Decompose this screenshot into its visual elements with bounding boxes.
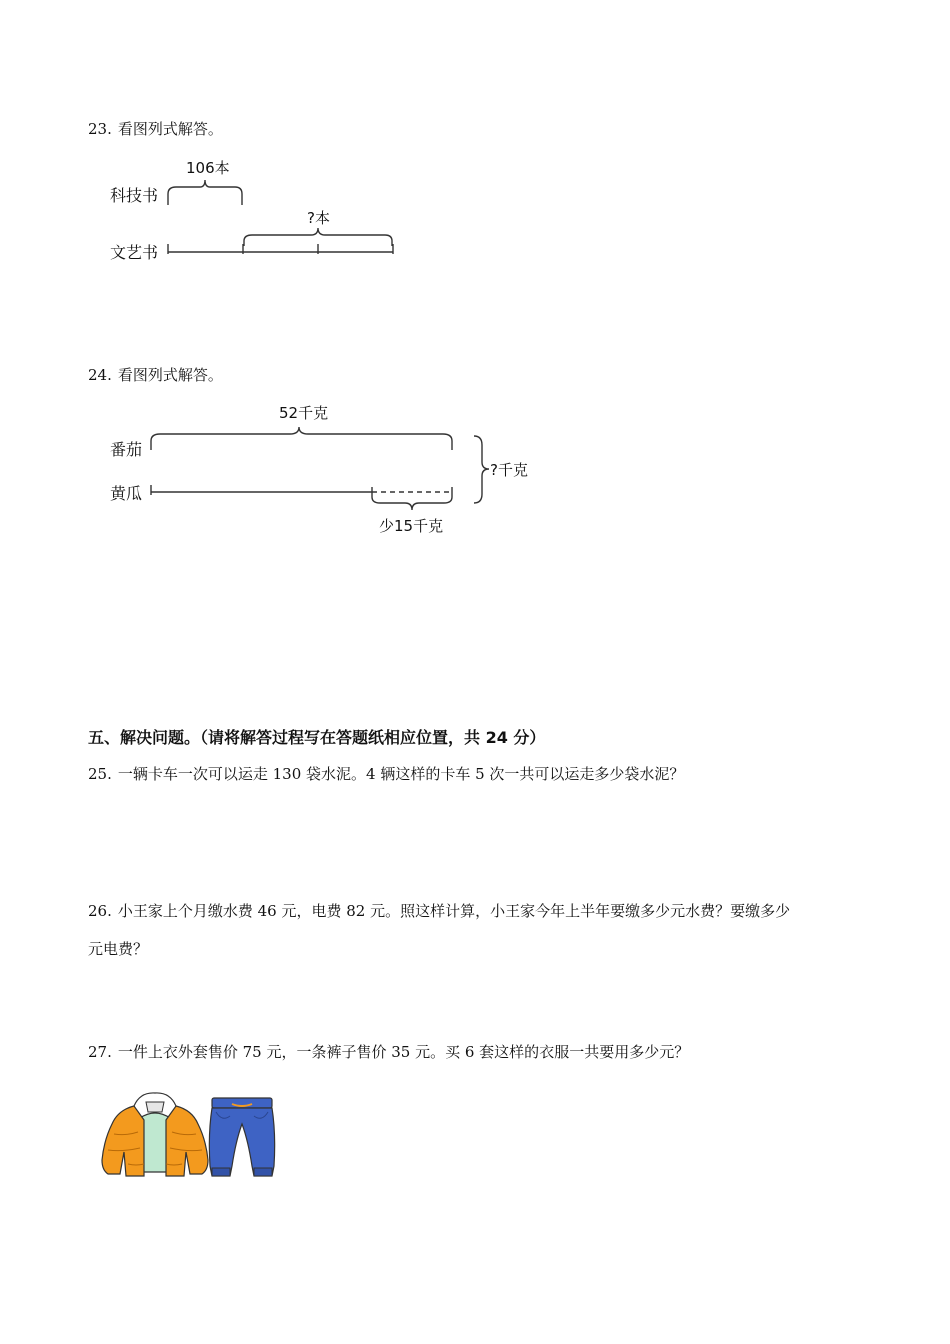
question-number: 27. [88, 1043, 112, 1061]
question-26-line2: 元电费？ [88, 940, 149, 958]
q24-lines [0, 0, 950, 560]
section-5-title: 五、解决问题。（请将解答过程写在答题纸相应位置，共 24 分） [88, 728, 546, 747]
jacket-icon [100, 1090, 210, 1180]
q23-row2-value: ?本 [307, 209, 330, 227]
question-number: 25. [88, 765, 112, 783]
q23-row1-value: 106本 [186, 159, 230, 177]
question-text: 一辆卡车一次可以运走 130 袋水泥。4 辆这样的卡车 5 次一共可以运走多少袋水泥？ [117, 765, 685, 783]
question-text-line1: 小王家上个月缴水费 46 元，电费 82 元。照这样计算，小王家今年上半年要缴多少元水费？要缴多少 [117, 902, 791, 920]
question-number: 23. [88, 120, 112, 138]
question-number: 24. [88, 366, 112, 384]
question-text: 看图列式解答。 [117, 366, 223, 384]
q23-row2-label: 文艺书 [110, 243, 159, 262]
question-number: 26. [88, 902, 112, 920]
q24-row1-value: 52千克 [279, 404, 329, 422]
q24-row1-label: 番茄 [110, 440, 143, 459]
q24-brace-less [372, 487, 452, 510]
q24-total-label: ?千克 [490, 461, 528, 479]
q23-row1-label: 科技书 [110, 186, 159, 205]
q24-row2-label: 黄瓜 [110, 484, 143, 503]
q24-brace-total [474, 436, 489, 503]
question-26 [88, 900, 790, 921]
question-text: 一件上衣外套售价 75 元，一条裤子售价 35 元。买 6 套这样的衣服一共要用多少元？ [117, 1043, 690, 1061]
pants-icon [206, 1094, 278, 1180]
question-text: 看图列式解答。 [117, 120, 223, 138]
question-27 [88, 1041, 689, 1062]
q24-less-label: 少15千克 [379, 517, 444, 535]
q24-brace-row1 [151, 427, 452, 450]
question-25 [88, 763, 684, 784]
